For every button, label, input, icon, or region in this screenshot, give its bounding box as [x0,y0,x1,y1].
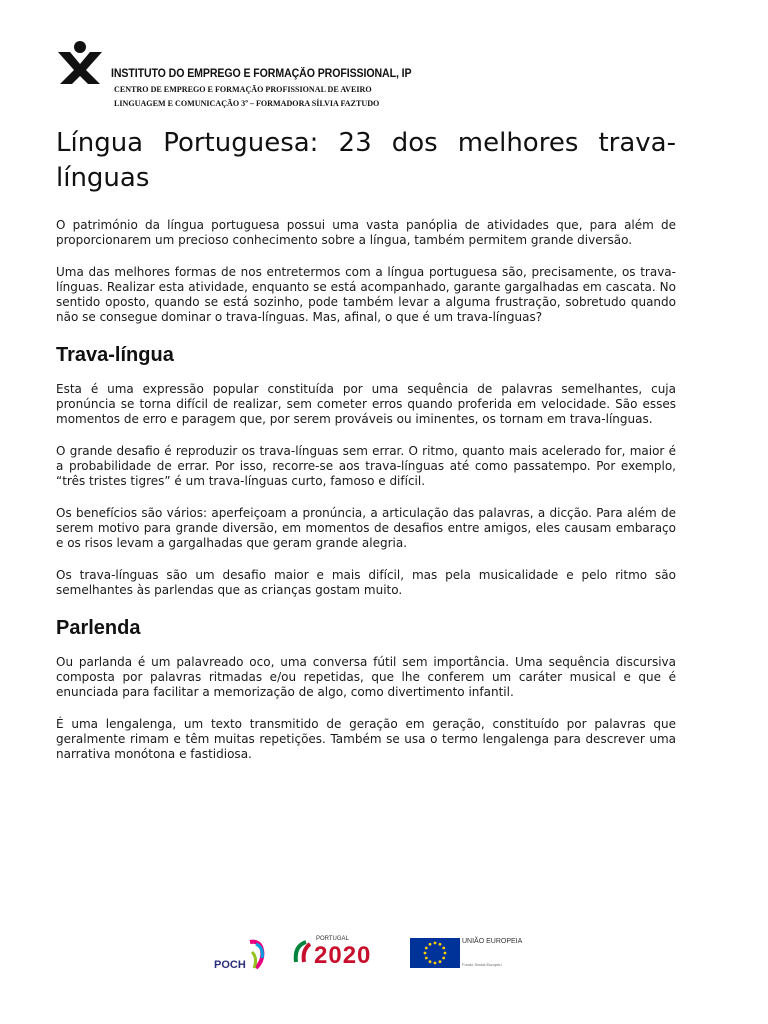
section2-paragraph-2: É uma lengalenga, um texto transmitido de geração em geração, constituído por palavras que geralmente rimam e têm muitas repetições. Também se usa o termo lengalenga para descrever uma narrativa monótona e fastidiosa. [56,717,676,761]
funding-logos-footer [0,930,768,980]
document-header [54,40,414,112]
eu-sub-label: Fundo Social Europeu [462,962,502,967]
iefp-logo-icon [54,40,106,86]
eu-label: UNIÃO EUROPEIA [462,938,523,945]
section1-paragraph-4: Os trava-línguas são um desafio maior e mais difícil, mas pela musicalidade e pelo ritmo são semelhantes às parlendas que as crianças gostam muito. [56,568,676,597]
course-line: LINGUAGEM E COMUNICAÇÃO 3º – FORMADORA SÍLVIA FAZTUDO [114,98,380,108]
document-title: Língua Portuguesa: 23 dos melhores trava-línguas [56,128,676,193]
portugal-2020-logo [292,936,384,970]
portugal-label: PORTUGAL [316,936,349,942]
section-heading-parlenda: Parlenda [56,617,141,639]
intro-paragraph-1: O património da língua portuguesa possui uma vasta panóplia de atividades que, para além de proporcionarem um precioso conhecimento sobre a língua, também permitem grande diversão. [56,218,676,247]
center-name: CENTRO DE EMPREGO E FORMAÇÃO PROFISSIONAL DE AVEIRO [114,84,372,94]
poch-label: POCH [214,959,246,971]
document-body [56,218,676,779]
section1-paragraph-1: Esta é uma expressão popular constituída por uma sequência de palavras semelhantes, cuja pronúncia se torna difícil de realizar, sem cometer erros quando proferida em velocidade. São esses momentos de erro e paragem que, por serem prováveis ou iminentes, os tornam em trava-línguas. [56,382,676,426]
p2020-label: 2020 [314,942,372,969]
section-heading-trava-lingua: Trava-língua [56,344,174,366]
section1-paragraph-3: Os benefícios são vários: aperfeiçoam a pronúncia, a articulação das palavras, a dicção. Para além de serem motivo para grande diversão, em momentos de desafios entre amigos, eles causam embaraço e os risos levam a gargalhadas que geram grande alegria. [56,506,676,550]
poch-logo-icon [212,938,272,972]
section1-paragraph-2: O grande desafio é reproduzir os trava-línguas sem errar. O ritmo, quanto mais acelerado for, maior é a probabilidade de errar. Por isso, recorre-se aos trava-línguas até como passatempo. Por exemplo, “três tristes tigres” é um trava-línguas curto, famoso e difícil. [56,444,676,488]
eu-flag-icon [410,938,460,968]
org-name: INSTITUTO DO EMPREGO E FORMAÇÃO PROFISSIONAL, IP [111,68,412,80]
intro-paragraph-2: Uma das melhores formas de nos entretermos com a língua portuguesa são, precisamente, os trava-línguas. Realizar esta atividade, enquanto se está acompanhado, garante gargalhadas em cascata. No sentido oposto, quando se está sozinho, pode também levar a alguma frustração, sobretudo quando não se consegue dominar o trava-línguas. Mas, afinal, o que é um trava-línguas? [56,265,676,324]
portugal-flag-icon [292,940,312,966]
section2-paragraph-1: Ou parlanda é um palavreado oco, uma conversa fútil sem importância. Uma sequência discursiva composta por palavras ritmadas e/ou repetidas, que lhe conferem um caráter musical e que é enunciada para facilitar a memorização de algo, como divertimento infantil. [56,655,676,699]
